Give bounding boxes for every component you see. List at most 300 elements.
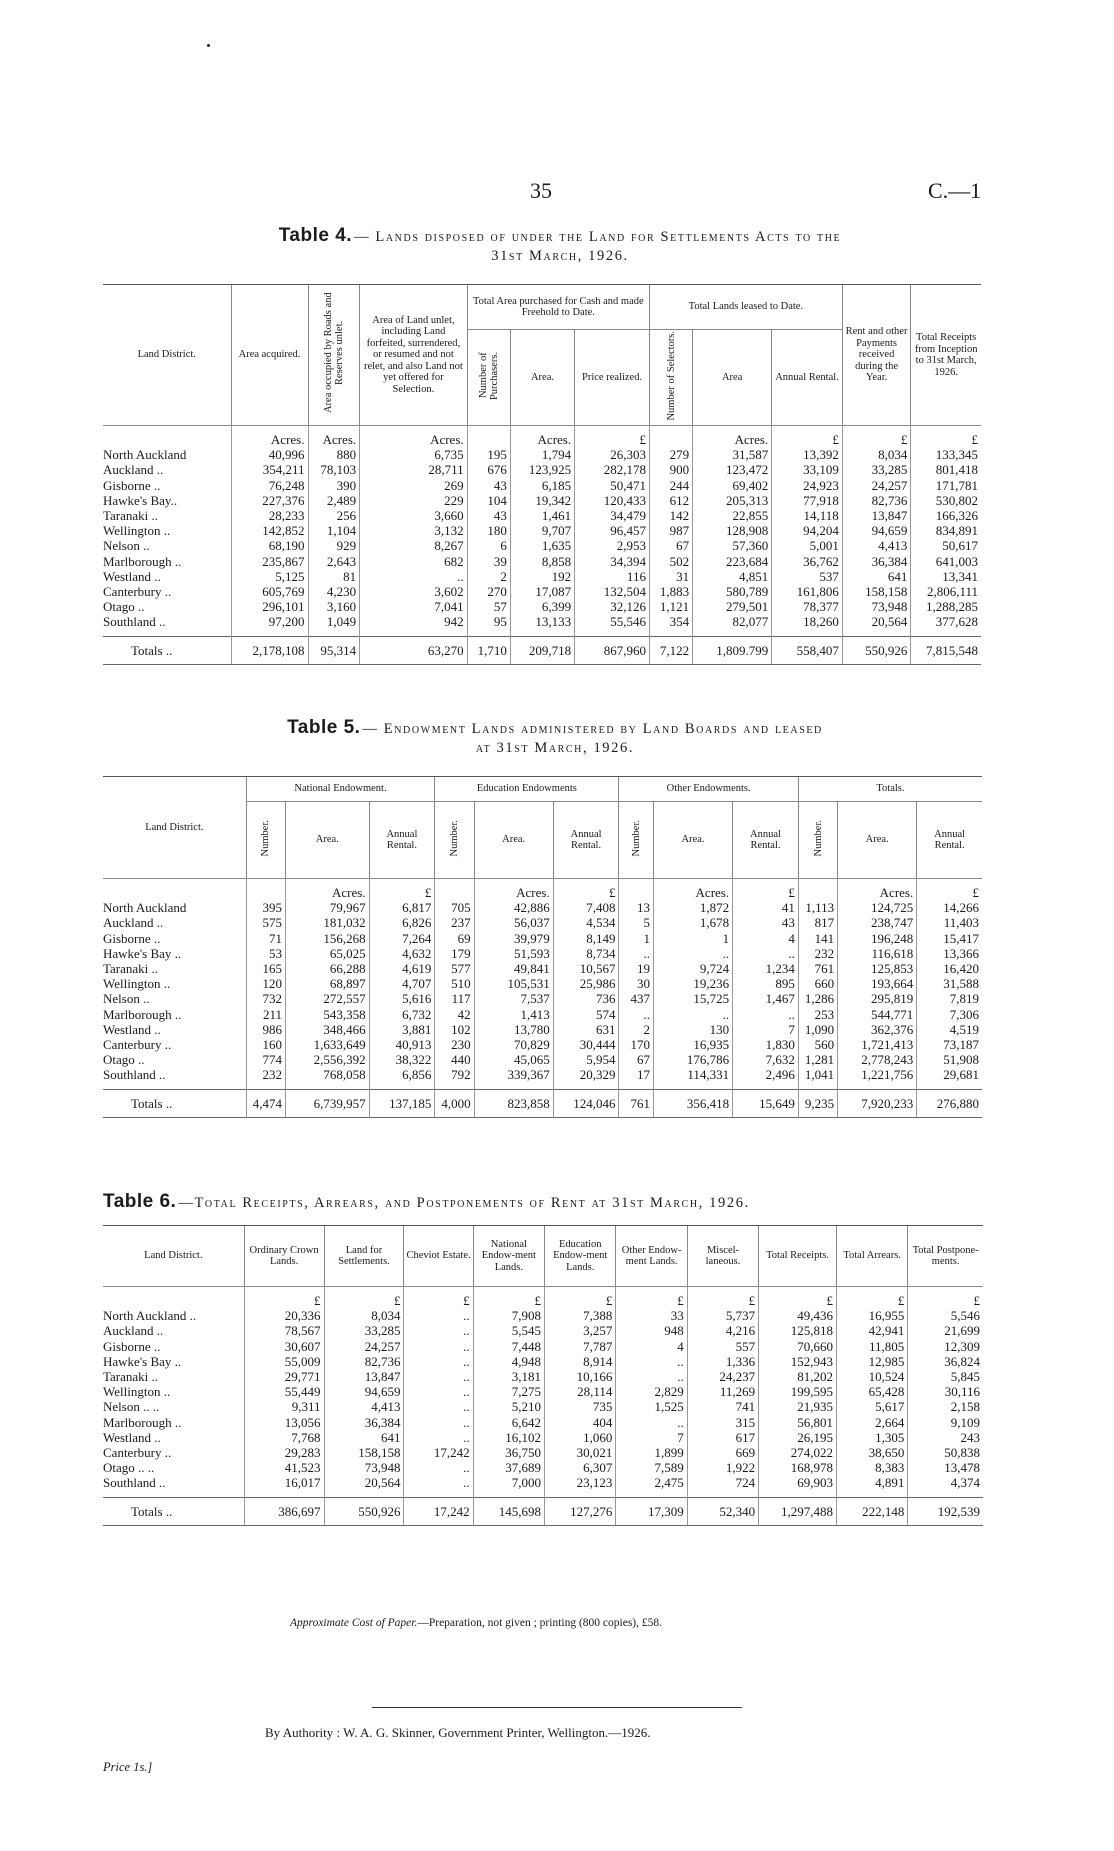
district-name: Auckland .. [103,915,164,931]
value-cell: 2,664 [836,1415,907,1430]
table-row [103,946,982,961]
value-cell: 235,867 [231,554,308,569]
value-cell: 179 [435,946,474,961]
value-cell: .. [404,1308,473,1323]
total-cell: 823,858 [474,1089,553,1117]
value-cell: .. [404,1399,473,1414]
value-cell: 3,660 [360,508,468,523]
value-cell: 354,211 [231,462,308,477]
value-cell: 13,478 [908,1460,983,1475]
table-row [103,1384,983,1399]
unit-cell: Acres. [285,879,369,901]
t5-h-annual-rental: Annual Rental. [917,802,982,879]
t5-h-area: Area. [654,802,733,879]
value-cell: 4,216 [687,1323,758,1338]
total-cell: 356,418 [654,1089,733,1117]
table4-title [140,226,980,266]
value-cell: 10,166 [545,1369,616,1384]
table-row [103,931,982,946]
value-cell: 295,819 [838,991,917,1006]
t4-h-area: Area. [510,330,574,426]
table-row [103,1007,982,1022]
t6-header-cell: Other Endow-ment Lands. [616,1226,687,1287]
value-cell: 1,467 [733,991,799,1006]
district-name: Marlborough .. [103,553,182,569]
district-name: Hawke's Bay.. [103,492,178,508]
unit-cell: £ [575,426,650,448]
value-cell: 195 [467,447,510,462]
value-cell: 1,305 [836,1430,907,1445]
value-cell: 580,789 [693,584,772,599]
table-row [103,478,981,493]
value-cell: .. [404,1354,473,1369]
table-row [103,1460,983,1475]
value-cell: 170 [619,1037,654,1052]
table-row [103,1354,983,1369]
value-cell: 36,384 [324,1415,404,1430]
value-cell: 14,118 [772,508,843,523]
value-cell: 13,341 [911,569,981,584]
value-cell: 1,234 [733,961,799,976]
value-cell: 1 [654,931,733,946]
cost-note [290,1617,662,1629]
value-cell: 1,336 [687,1354,758,1369]
value-cell: 39,979 [474,931,553,946]
value-cell: 161,806 [772,584,843,599]
value-cell: 348,466 [285,1022,369,1037]
value-cell: 5,845 [908,1369,983,1384]
value-cell: .. [360,569,468,584]
value-cell: 13,056 [244,1415,324,1430]
value-cell: 125,818 [759,1323,837,1338]
value-cell: .. [404,1415,473,1430]
unit-cell [619,879,654,901]
unit-cell: Acres. [693,426,772,448]
total-cell: 222,148 [836,1497,907,1525]
value-cell: 502 [649,554,692,569]
t4-h-roads: Area occupied by Roads and Reserves unlet. [308,285,360,426]
page-number: 35 [530,178,552,203]
value-cell: 69,402 [693,478,772,493]
value-cell: 705 [435,900,474,915]
value-cell: 24,923 [772,478,843,493]
value-cell: 28,711 [360,462,468,477]
value-cell: 1,678 [654,915,733,930]
t5-h-totals: Totals. [798,777,982,802]
value-cell: 1,121 [649,599,692,614]
table-row [103,569,981,584]
t6-body [103,1287,983,1526]
t4-h-purchasers: Number of Purchasers. [467,330,510,426]
table-row [103,1022,982,1037]
value-cell: 724 [687,1475,758,1497]
value-cell: 895 [733,976,799,991]
value-cell: 2,496 [733,1067,799,1089]
value-cell: 1,413 [474,1007,553,1022]
value-cell: 232 [246,1067,285,1089]
value-cell: 2,778,243 [838,1052,917,1067]
table-row [103,554,981,569]
value-cell: 29,283 [244,1445,324,1460]
value-cell: .. [654,946,733,961]
value-cell: 4,891 [836,1475,907,1497]
value-cell: 736 [553,991,619,1006]
value-cell: 152,943 [759,1354,837,1369]
value-cell: .. [616,1354,687,1369]
unit-cell [798,879,837,901]
totals-row [103,636,981,664]
value-cell: 133,345 [911,447,981,462]
value-cell: 124,725 [838,900,917,915]
value-cell: 6,307 [545,1460,616,1475]
value-cell: 1,883 [649,584,692,599]
district-name: Hawke's Bay .. [103,1353,182,1369]
value-cell: 5,210 [473,1399,544,1414]
value-cell: 9,724 [654,961,733,976]
value-cell: 1,633,649 [285,1037,369,1052]
total-cell: 550,926 [842,636,911,664]
district-name: Wellington .. [103,1384,171,1400]
t5-h-number: Number. [619,802,654,879]
total-cell: 1,809.799 [693,636,772,664]
value-cell: 1,830 [733,1037,799,1052]
table-row [103,493,981,508]
value-cell: 270 [467,584,510,599]
value-cell: 38,322 [369,1052,435,1067]
value-cell: 17,087 [510,584,574,599]
value-cell: 50,617 [911,538,981,553]
value-cell: 49,436 [759,1308,837,1323]
value-cell: 7,000 [473,1475,544,1497]
value-cell: 8,914 [545,1354,616,1369]
table4-title-line1: — Lands disposed of under the Land for Settlements Acts to the [354,229,842,245]
value-cell: 7,264 [369,931,435,946]
value-cell: 32,126 [575,599,650,614]
value-cell: 274,022 [759,1445,837,1460]
value-cell: 6,642 [473,1415,544,1430]
value-cell: 22,855 [693,508,772,523]
value-cell: 7,632 [733,1052,799,1067]
unit-cell: £ [545,1287,616,1309]
value-cell: 65,428 [836,1384,907,1399]
district-name: North Auckland .. [103,1308,197,1324]
table5-title-line2: at 31st March, 1926. [475,740,635,756]
total-cell: 7,815,548 [911,636,981,664]
value-cell: 395 [246,900,285,915]
value-cell: 180 [467,523,510,538]
value-cell: 66,288 [285,961,369,976]
value-cell: 36,384 [842,554,911,569]
value-cell: 8,034 [324,1308,404,1323]
value-cell: 2 [467,569,510,584]
value-cell: 37,689 [473,1460,544,1475]
value-cell: 20,564 [842,614,911,636]
value-cell: .. [404,1323,473,1338]
value-cell: 641,003 [911,554,981,569]
value-cell: 34,394 [575,554,650,569]
value-cell: 2,643 [308,554,360,569]
value-cell: 7,908 [473,1308,544,1323]
value-cell: 530,802 [911,493,981,508]
t5-h-area: Area. [474,802,553,879]
value-cell: 36,824 [908,1354,983,1369]
value-cell: 171,781 [911,478,981,493]
district-name: Hawke's Bay .. [103,945,182,961]
value-cell: 73,187 [917,1037,982,1052]
value-cell: 116 [575,569,650,584]
value-cell: 1,113 [798,900,837,915]
value-cell: 4,632 [369,946,435,961]
value-cell: 42,941 [836,1323,907,1338]
t5-h-area: Area. [838,802,917,879]
value-cell: 25,986 [553,976,619,991]
table-row [103,447,981,462]
value-cell: 4,948 [473,1354,544,1369]
value-cell: 2,953 [575,538,650,553]
value-cell: 390 [308,478,360,493]
district-name: Gisborne .. [103,1338,161,1354]
value-cell: 3,160 [308,599,360,614]
value-cell: 253 [798,1007,837,1022]
value-cell: 7,306 [917,1007,982,1022]
unit-cell [103,426,231,448]
value-cell: 165 [246,961,285,976]
value-cell: 199,595 [759,1384,837,1399]
table-row [103,1308,983,1323]
t4-h-annual-rental: Annual Rental. [772,330,843,426]
value-cell: 114,331 [654,1067,733,1089]
value-cell: 69,903 [759,1475,837,1497]
value-cell: .. [654,1007,733,1022]
unit-cell: £ [842,426,911,448]
value-cell: 1,286 [798,991,837,1006]
value-cell: 17 [619,1067,654,1089]
value-cell: 4,374 [908,1475,983,1497]
t6-header-cell: Total Arrears. [836,1226,907,1287]
value-cell: .. [404,1384,473,1399]
district-name: North Auckland [103,900,187,916]
value-cell: 4,413 [842,538,911,553]
district-name: Otago .. [103,599,145,615]
value-cell: 7,448 [473,1339,544,1354]
unit-cell: £ [772,426,843,448]
value-cell: 612 [649,493,692,508]
unit-cell: £ [324,1287,404,1309]
value-cell: 4,413 [324,1399,404,1414]
value-cell: .. [404,1460,473,1475]
unit-cell: £ [911,426,981,448]
district-name: Otago .. [103,1052,145,1068]
t6-header-cell: Land for Settlements. [324,1226,404,1287]
value-cell: 29,771 [244,1369,324,1384]
value-cell: 20,329 [553,1067,619,1089]
value-cell: 102 [435,1022,474,1037]
t4-h-receipts: Total Receipts from Inception to 31st March, 1926. [911,285,981,426]
total-cell: 4,000 [435,1089,474,1117]
value-cell: 97,200 [231,614,308,636]
value-cell: 16,935 [654,1037,733,1052]
value-cell: 929 [308,538,360,553]
value-cell: 4,519 [917,1022,982,1037]
value-cell: 42,886 [474,900,553,915]
value-cell: 6,856 [369,1067,435,1089]
total-cell: 1,297,488 [759,1497,837,1525]
value-cell: 51,908 [917,1052,982,1067]
footer-rule [372,1707,742,1708]
unit-cell: £ [553,879,619,901]
value-cell: 1,049 [308,614,360,636]
value-cell: 6,185 [510,478,574,493]
value-cell: 71 [246,931,285,946]
value-cell: 2,806,111 [911,584,981,599]
value-cell: 50,838 [908,1445,983,1460]
t5-h-district: Land District. [103,777,246,879]
district-name: Nelson .. .. [103,1399,160,1415]
value-cell: 181,032 [285,915,369,930]
value-cell: 4,619 [369,961,435,976]
value-cell: 94,659 [842,523,911,538]
value-cell: 68,897 [285,976,369,991]
value-cell: 4,851 [693,569,772,584]
value-cell: 1,635 [510,538,574,553]
value-cell: 3,881 [369,1022,435,1037]
t6-header-cell: Total Receipts. [759,1226,837,1287]
value-cell: .. [619,1007,654,1022]
value-cell: 9,311 [244,1399,324,1414]
value-cell: 11,403 [917,915,982,930]
value-cell: .. [616,1415,687,1430]
value-cell: 104 [467,493,510,508]
unit-cell: £ [616,1287,687,1309]
total-cell: 95,314 [308,636,360,664]
value-cell: 230 [435,1037,474,1052]
value-cell: 1,221,756 [838,1067,917,1089]
value-cell: 279 [649,447,692,462]
total-cell: 2,178,108 [231,636,308,664]
value-cell: 272,557 [285,991,369,1006]
t5-h-number: Number. [798,802,837,879]
unit-cell: Acres. [510,426,574,448]
total-cell: 52,340 [687,1497,758,1525]
value-cell: 70,829 [474,1037,553,1052]
t6-header-cell: National Endow-ment Lands. [473,1226,544,1287]
value-cell: 141 [798,931,837,946]
table-row [103,1399,983,1414]
t6-header-cell: Ordinary Crown Lands. [244,1226,324,1287]
value-cell: 6 [467,538,510,553]
t4-h-district: Land District. [103,285,231,426]
value-cell: 156,268 [285,931,369,946]
t4-h-area-acquired: Area acquired. [231,285,308,426]
totals-row [103,1089,982,1117]
district-name: Canterbury .. [103,584,172,600]
value-cell: 30,116 [908,1384,983,1399]
value-cell: 82,736 [324,1354,404,1369]
value-cell: 33,285 [324,1323,404,1338]
value-cell: 193,664 [838,976,917,991]
value-cell: 96,457 [575,523,650,538]
table4-title-line2: 31st March, 1926. [491,248,629,264]
value-cell: 51,593 [474,946,553,961]
value-cell: 5 [619,915,654,930]
total-cell: 761 [619,1089,654,1117]
value-cell: 575 [246,915,285,930]
value-cell: 1,461 [510,508,574,523]
value-cell: 7 [616,1430,687,1445]
value-cell: 279,501 [693,599,772,614]
value-cell: 617 [687,1430,758,1445]
value-cell: 34,479 [575,508,650,523]
table-row [103,900,982,915]
value-cell: 339,367 [474,1067,553,1089]
value-cell: 56,801 [759,1415,837,1430]
value-cell: 31,588 [917,976,982,991]
value-cell: 49,841 [474,961,553,976]
value-cell: 105,531 [474,976,553,991]
value-cell: 5,954 [553,1052,619,1067]
value-cell: 166,326 [911,508,981,523]
value-cell: 10,567 [553,961,619,976]
value-cell: 880 [308,447,360,462]
value-cell: 69 [435,931,474,946]
value-cell: 437 [619,991,654,1006]
value-cell: 15,417 [917,931,982,946]
t5-h-number: Number. [435,802,474,879]
t6-header-cell: Land District. [103,1226,244,1287]
value-cell: 8,858 [510,554,574,569]
value-cell: 543,358 [285,1007,369,1022]
value-cell: 4,707 [369,976,435,991]
value-cell: 196,248 [838,931,917,946]
value-cell: 94,659 [324,1384,404,1399]
value-cell: 296,101 [231,599,308,614]
speck-mark [207,44,210,47]
value-cell: .. [404,1475,473,1497]
value-cell: 41 [733,900,799,915]
value-cell: 33,285 [842,462,911,477]
totals-label: Totals .. [103,636,231,664]
value-cell: 73,948 [842,599,911,614]
table5-label: Table 5. [287,717,361,738]
value-cell: 834,891 [911,523,981,538]
value-cell: 7,589 [616,1460,687,1475]
unit-row [103,879,982,901]
district-name: Westland .. [103,1429,161,1445]
value-cell: 5,617 [836,1399,907,1414]
total-cell: 9,235 [798,1089,837,1117]
value-cell: 33,109 [772,462,843,477]
table-row [103,1037,982,1052]
value-cell: 128,908 [693,523,772,538]
value-cell: 168,978 [759,1460,837,1475]
value-cell: 8,149 [553,931,619,946]
table6-label: Table 6. [103,1191,177,1212]
district-name: Southland .. [103,614,166,630]
district-name: Gisborne .. [103,930,161,946]
printer-authority: By Authority : W. A. G. Skinner, Government Printer, Wellington.—1926. [265,1725,651,1740]
value-cell: 817 [798,915,837,930]
district-name: Auckland .. [103,1323,164,1339]
total-cell: 1,710 [467,636,510,664]
value-cell: 2,158 [908,1399,983,1414]
value-cell: 117 [435,991,474,1006]
value-cell: 31,587 [693,447,772,462]
t5-h-annual-rental: Annual Rental. [733,802,799,879]
value-cell: 45,065 [474,1052,553,1067]
value-cell: 26,195 [759,1430,837,1445]
value-cell: 7,408 [553,900,619,915]
value-cell: 227,376 [231,493,308,508]
